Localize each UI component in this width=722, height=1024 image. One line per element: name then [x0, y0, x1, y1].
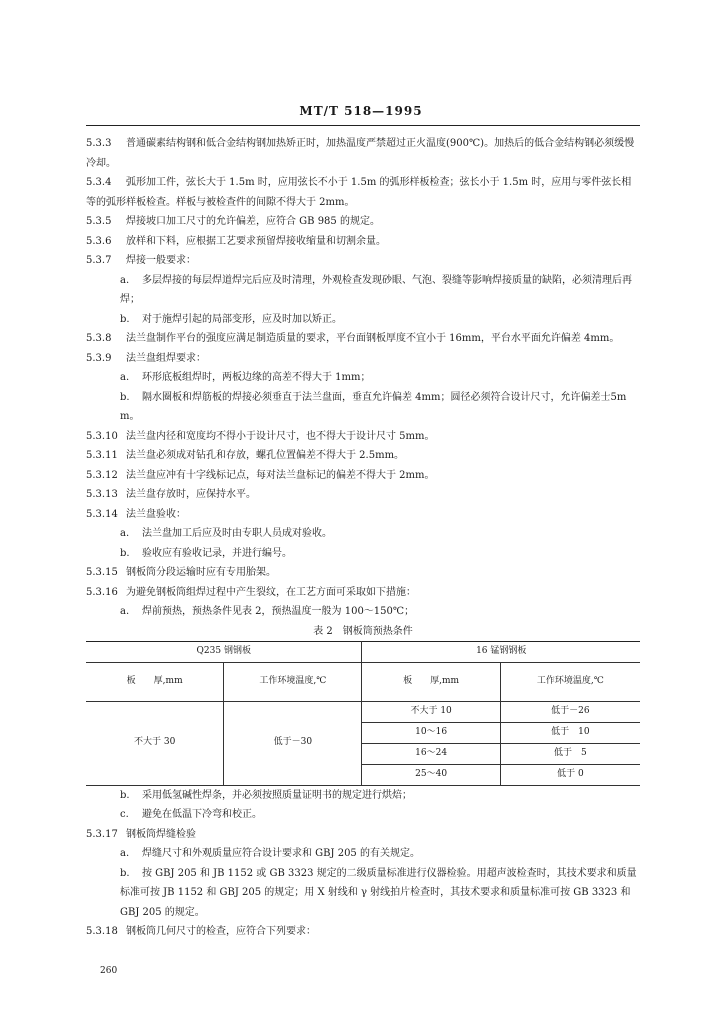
item-label: b. — [120, 391, 130, 403]
clause-number: 5.3.15 — [86, 567, 118, 578]
temp-cell: 低于 5 — [500, 743, 640, 764]
clause-paragraph — [86, 173, 640, 212]
item-label: a. — [120, 606, 130, 617]
clause-text: 钢板筒分段运输时应有专用胎架。 — [126, 567, 276, 578]
clause-paragraph — [86, 251, 640, 271]
item-label: b. — [120, 867, 130, 879]
clause-paragraph — [86, 563, 640, 583]
clause-list — [86, 134, 640, 622]
clause-text: 法兰盘存放时，应保持水平。 — [126, 489, 256, 500]
q235-thickness-cell: 不大于 30 — [86, 701, 224, 785]
clause-text: 法兰盘加工后应及时由专职人员成对验收。 — [142, 528, 332, 539]
clause-paragraph — [86, 446, 640, 466]
clause-text: 法兰盘必须成对钻孔和存放，螺孔位置偏差不得大于 2.5mm。 — [126, 450, 405, 461]
clause-number: 5.3.18 — [86, 926, 118, 937]
clause-number: 5.3.8 — [86, 333, 112, 344]
clause-item — [86, 310, 640, 330]
clause-text: 避免在低温下冷弯和校正。 — [142, 809, 262, 820]
item-label: b. — [120, 547, 130, 559]
document-body — [86, 134, 640, 942]
clause-text: 对于施焊引起的局部变形，应及时加以矫正。 — [142, 313, 342, 325]
clause-item — [86, 368, 640, 388]
clause-text: 法兰盘应冲有十字线标记点，每对法兰盘标记的偏差不得大于 2mm。 — [126, 469, 435, 481]
clause-number: 5.3.3 — [86, 138, 112, 149]
clause-list-after — [86, 786, 640, 942]
clause-text: 按 GBJ 205 和 JB 1152 或 GB 3323 规定的二级质量标准进行仪器检验。用超声波检查时，其技术要求和质量标准可按 JB 1152 和 GBJ 205 的规定；用 X 射线和 γ 射线拍片检查时，其技术要求和质量标准可按 GB 3323 和 GBJ 205 的规定。 — [120, 867, 637, 918]
clause-paragraph — [86, 485, 640, 505]
clause-text: 弧形加工件，弦长大于 1.5m 时，应用弦长不小于 1.5m 的弧形样板检查；弦长小于 1.5m 时，应用与零件弦长相等的弧形样板检查。样板与被检查件的间隙不得大于 2mm。 — [86, 177, 632, 208]
col-header-thickness: 板 厚,mm — [86, 662, 224, 701]
col-header-thickness: 板 厚,mm — [362, 662, 500, 701]
clause-paragraph — [86, 349, 640, 369]
clause-paragraph — [86, 427, 640, 447]
clause-number: 5.3.10 — [86, 430, 118, 442]
clause-text: 普通碳素结构钢和低合金结构钢加热矫正时，加热温度严禁超过正火温度(900℃)。加热后的低合金结构钢必须缓慢冷却。 — [86, 138, 635, 169]
clause-text: 环形底板组焊时，两板边缘的高差不得大于 1mm； — [142, 372, 371, 383]
clause-number: 5.3.9 — [86, 352, 112, 364]
temp-cell: 低于 0 — [500, 764, 640, 785]
table-group-q235: Q235 钢钢板 — [86, 642, 362, 663]
clause-item — [86, 805, 640, 825]
clause-text: 放样和下料，应根据工艺要求预留焊接收缩量和切割余量。 — [126, 235, 386, 247]
page-header: MT/T 518—1995 — [299, 104, 423, 118]
thickness-cell: 10～16 — [362, 722, 500, 743]
header-rule — [86, 125, 640, 126]
clause-text: 焊接坡口加工尺寸的允许偏差，应符合 GB 985 的规定。 — [126, 216, 380, 227]
clause-number: 5.3.5 — [86, 216, 112, 227]
clause-item — [86, 786, 640, 806]
item-label: c. — [120, 809, 129, 820]
clause-paragraph — [86, 329, 640, 349]
page-number: 260 — [100, 966, 118, 976]
table-row — [86, 701, 640, 722]
item-label: a. — [120, 372, 130, 383]
thickness-cell: 不大于 10 — [362, 701, 500, 722]
item-label: b. — [120, 313, 130, 325]
thickness-cell: 16～24 — [362, 743, 500, 764]
clause-text: 验收应有验收记录，并进行编号。 — [142, 547, 292, 559]
clause-paragraph — [86, 583, 640, 603]
clause-item — [86, 844, 640, 864]
clause-paragraph — [86, 505, 640, 525]
item-label: a. — [120, 274, 130, 286]
clause-text: 焊前预热，预热条件见表 2，预热温度一般为 100～150℃； — [142, 606, 415, 617]
col-header-temp: 工作环境温度,℃ — [500, 662, 640, 701]
clause-item — [86, 544, 640, 564]
clause-number: 5.3.14 — [86, 508, 118, 520]
table-caption: 表 2 钢板筒预热条件 — [313, 625, 413, 637]
clause-text: 焊缝尺寸和外观质量应符合设计要求和 GBJ 205 的有关规定。 — [142, 848, 420, 859]
clause-number: 5.3.11 — [86, 450, 118, 461]
clause-paragraph — [86, 825, 640, 845]
q235-temp-cell: 低于－30 — [224, 701, 362, 785]
clause-number: 5.3.13 — [86, 489, 118, 500]
clause-number: 5.3.12 — [86, 469, 118, 481]
clause-item — [86, 524, 640, 544]
clause-item — [86, 864, 640, 923]
clause-text: 钢板筒焊缝检验 — [126, 828, 196, 840]
clause-text: 采用低氢碱性焊条，并必须按照质量证明书的规定进行烘焙； — [142, 789, 412, 801]
item-label: a. — [120, 528, 130, 539]
item-label: a. — [120, 848, 130, 859]
temp-cell: 低于 10 — [500, 722, 640, 743]
clause-text: 为避免钢板筒组焊过程中产生裂纹，在工艺方面可采取如下措施： — [126, 586, 416, 598]
clause-paragraph — [86, 466, 640, 486]
clause-text: 隔水圈板和焊筋板的焊接必须垂直于法兰盘面，垂直允许偏差 4mm；圆径必须符合设计尺寸，允许偏差士5mm。 — [120, 391, 627, 422]
thickness-cell: 25～40 — [362, 764, 500, 785]
clause-item — [86, 388, 640, 427]
temp-cell: 低于－26 — [500, 701, 640, 722]
clause-text: 多层焊接的每层焊道焊完后应及时清理，外观检查发现砂眼、气泡、裂缝等影响焊接质量的缺陷，必须清理后再焊； — [120, 274, 632, 305]
clause-number: 5.3.7 — [86, 255, 112, 266]
clause-paragraph — [86, 232, 640, 252]
clause-number: 5.3.4 — [86, 177, 112, 188]
clause-text: 法兰盘制作平台的强度应满足制造质量的要求，平台面钢板厚度不宜小于 16mm，平台水平面允许偏差 4mm。 — [126, 333, 620, 344]
clause-text: 焊接一般要求： — [126, 255, 196, 266]
clause-item — [86, 271, 640, 310]
clause-text: 法兰盘内径和宽度均不得小于设计尺寸，也不得大于设计尺寸 5mm。 — [126, 430, 435, 442]
clause-number: 5.3.17 — [86, 828, 118, 840]
table-group-16mn: 16 锰钢钢板 — [362, 642, 640, 663]
clause-paragraph — [86, 922, 640, 942]
clause-item — [86, 602, 640, 622]
item-label: b. — [120, 789, 130, 801]
clause-paragraph — [86, 134, 640, 173]
clause-number: 5.3.6 — [86, 235, 112, 247]
preheat-table — [86, 641, 640, 786]
clause-text: 钢板筒几何尺寸的检查，应符合下列要求： — [126, 926, 316, 937]
clause-text: 法兰盘组焊要求： — [126, 352, 206, 364]
col-header-temp: 工作环境温度,℃ — [224, 662, 362, 701]
clause-paragraph — [86, 212, 640, 232]
clause-text: 法兰盘验收： — [126, 508, 186, 520]
clause-number: 5.3.16 — [86, 586, 118, 598]
